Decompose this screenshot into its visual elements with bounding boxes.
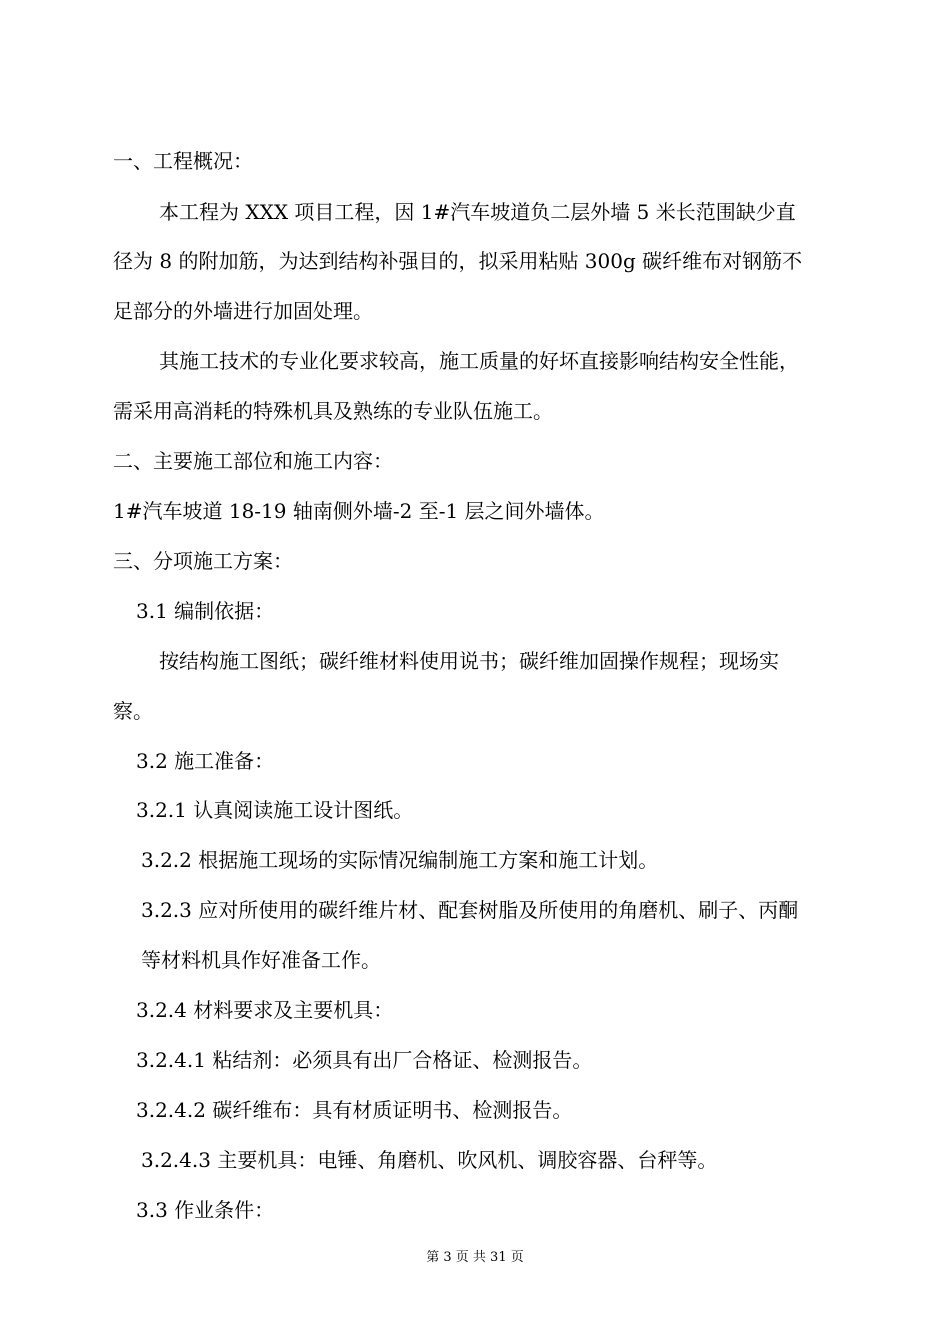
section-heading-2: 二、主要施工部位和施工内容： bbox=[113, 449, 393, 473]
subsection-heading: 3.2 施工准备： bbox=[136, 749, 275, 773]
paragraph-line: 足部分的外墙进行加固处理。 bbox=[113, 299, 373, 323]
list-item-continuation: 等材料机具作好准备工作。 bbox=[141, 948, 381, 972]
paragraph-line: 1#汽车坡道 18-19 轴南侧外墙-2 至-1 层之间外墙体。 bbox=[113, 499, 605, 523]
section-heading-1: 一、工程概况： bbox=[113, 149, 253, 173]
subsection-heading: 3.1 编制依据： bbox=[136, 599, 275, 623]
list-item: 3.2.4.2 碳纤维布：具有材质证明书、检测报告。 bbox=[136, 1098, 573, 1122]
paragraph-line: 径为 8 的附加筋，为达到结构补强目的，拟采用粘贴 300g 碳纤维布对钢筋不 bbox=[113, 249, 803, 273]
paragraph-line: 本工程为 XXX 项目工程，因 1#汽车坡道负二层外墙 5 米长范围缺少直 bbox=[159, 200, 796, 224]
paragraph-line: 按结构施工图纸；碳纤维材料使用说书；碳纤维加固操作规程；现场实 bbox=[159, 649, 779, 673]
list-item: 3.2.3 应对所使用的碳纤维片材、配套树脂及所使用的角磨机、刷子、丙酮 bbox=[141, 898, 799, 922]
list-item: 3.2.1 认真阅读施工设计图纸。 bbox=[136, 798, 414, 822]
paragraph-line: 需采用高消耗的特殊机具及熟练的专业队伍施工。 bbox=[113, 399, 553, 423]
list-item: 3.2.2 根据施工现场的实际情况编制施工方案和施工计划。 bbox=[141, 848, 659, 872]
list-item: 3.2.4 材料要求及主要机具： bbox=[136, 998, 394, 1022]
page-footer: 第 3 页 共 31 页 bbox=[426, 1250, 524, 1265]
section-heading-3: 三、分项施工方案： bbox=[113, 549, 293, 573]
paragraph-line: 察。 bbox=[113, 699, 153, 723]
paragraph-line: 其施工技术的专业化要求较高，施工质量的好坏直接影响结构安全性能， bbox=[159, 349, 799, 373]
list-item: 3.2.4.3 主要机具：电锤、角磨机、吹风机、调胶容器、台秤等。 bbox=[141, 1148, 718, 1172]
list-item: 3.2.4.1 粘结剂：必须具有出厂合格证、检测报告。 bbox=[136, 1048, 593, 1072]
subsection-heading: 3.3 作业条件： bbox=[136, 1198, 275, 1222]
